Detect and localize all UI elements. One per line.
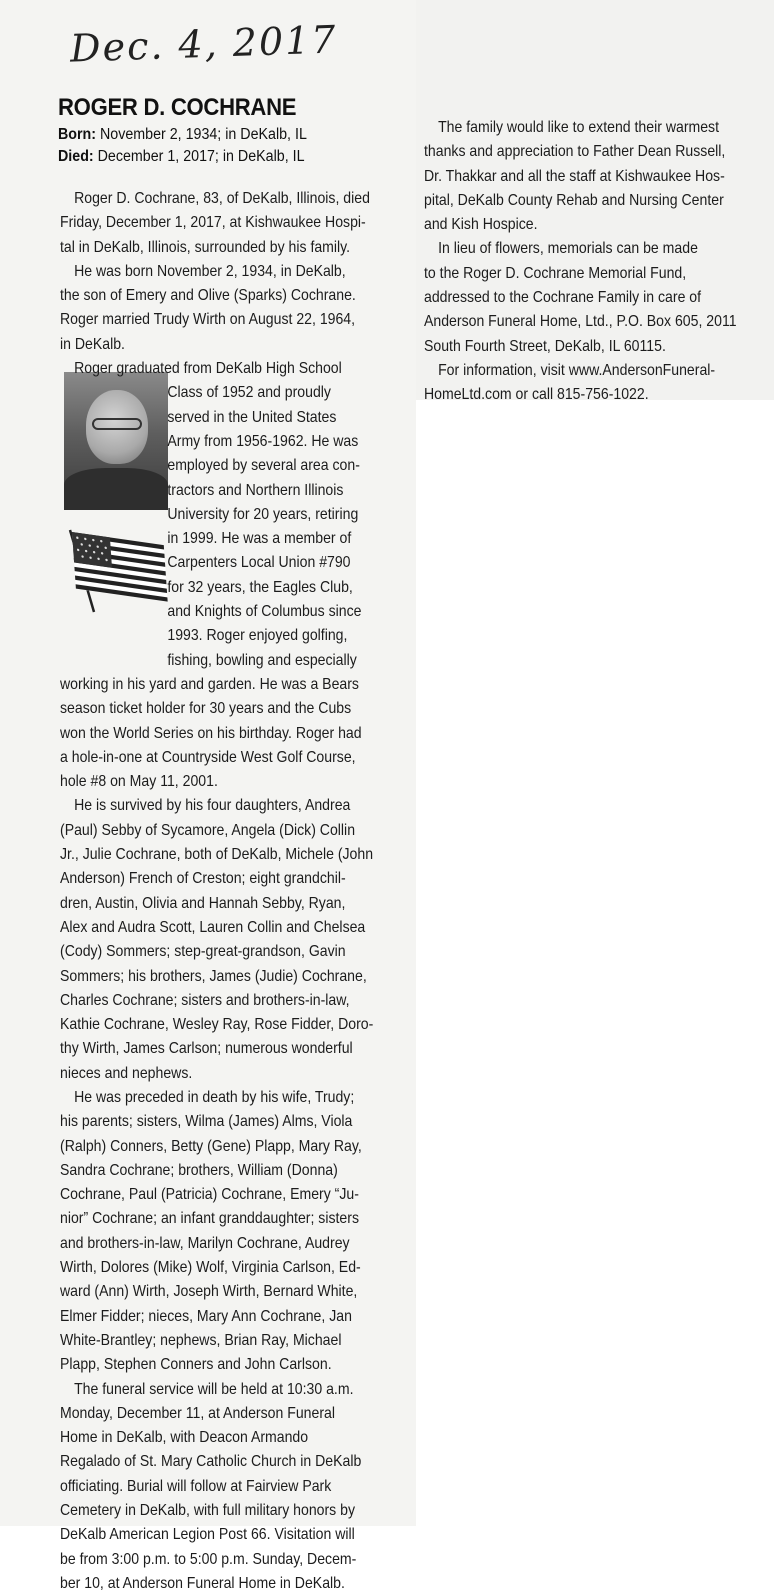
text-line: Dr. Thakkar and all the staff at Kishwaukee Hos- — [424, 167, 725, 185]
text-line: season ticket holder for 30 years and the Cubs — [60, 700, 352, 718]
text-line: be from 3:00 p.m. to 5:00 p.m. Sunday, Decem- — [60, 1550, 357, 1568]
text-line: and Knights of Columbus since — [167, 603, 362, 621]
text-line: Alex and Audra Scott, Lauren Collin and Chelsea — [60, 918, 366, 936]
text-line: served in the United States — [167, 408, 337, 426]
text-line: Roger married Trudy Wirth on August 22, 1964, — [60, 311, 356, 329]
died-label: Died: — [58, 148, 94, 165]
text-line: pital, DeKalb County Rehab and Nursing Center — [424, 191, 724, 209]
text-line: employed by several area con- — [167, 457, 360, 475]
died-line — [58, 148, 305, 166]
text-line: DeKalb American Legion Post 66. Visitation will — [60, 1526, 355, 1544]
text-line: and brothers-in-law, Marilyn Cochrane, Audrey — [60, 1234, 350, 1252]
text-line: the son of Emery and Olive (Sparks) Cochrane. — [60, 287, 356, 305]
text-line: Roger graduated from DeKalb High School — [74, 360, 342, 378]
text-line: Jr., Julie Cochrane, both of DeKalb, Michele (John — [60, 846, 374, 864]
text-line: (Ralph) Conners, Betty (Gene) Plapp, Mary Ray, — [60, 1137, 362, 1155]
text-line: University for 20 years, retiring — [167, 505, 359, 523]
text-line: He was born November 2, 1934, in DeKalb, — [74, 262, 346, 280]
text-line: tractors and Northern Illinois — [167, 481, 344, 499]
text-line: Wirth, Dolores (Mike) Wolf, Virginia Carlson, Ed- — [60, 1259, 361, 1277]
text-line: officiating. Burial will follow at Fairview Park — [60, 1477, 332, 1495]
text-line: Regalado of St. Mary Catholic Church in DeKalb — [60, 1453, 362, 1471]
obituary-column-left — [60, 187, 400, 1596]
text-line: in DeKalb. — [60, 335, 125, 353]
text-line: Monday, December 11, at Anderson Funeral — [60, 1404, 335, 1422]
text-line: and Kish Hospice. — [424, 216, 538, 234]
text-line: a hole-in-one at Countryside West Golf Course, — [60, 748, 356, 766]
text-line: The funeral service will be held at 10:30 a.m. — [74, 1380, 354, 1398]
text-line: to the Roger D. Cochrane Memorial Fund, — [424, 264, 687, 282]
text-line: Sandra Cochrane; brothers, William (Donna) — [60, 1161, 338, 1179]
born-label: Born: — [58, 126, 97, 143]
text-line: In lieu of flowers, memorials can be made — [438, 240, 698, 258]
text-line: ward (Ann) Wirth, Joseph Wirth, Bernard White, — [60, 1283, 358, 1301]
text-line: tal in DeKalb, Illinois, surrounded by his family. — [60, 238, 351, 256]
text-line: hole #8 on May 11, 2001. — [60, 773, 218, 791]
text-line: Cochrane, Paul (Patricia) Cochrane, Emery “Ju- — [60, 1186, 359, 1204]
text-line: working in his yard and garden. He was a Bears — [60, 675, 359, 693]
text-line: White-Brantley; nephews, Brian Ray, Michael — [60, 1331, 342, 1349]
born-line — [58, 126, 307, 144]
text-line: ber 10, at Anderson Funeral Home in DeKalb. — [60, 1574, 345, 1592]
text-line: HomeLtd.com or call 815-756-1022. — [424, 386, 649, 404]
text-line: Cemetery in DeKalb, with full military honors by — [60, 1502, 356, 1520]
text-line: for 32 years, the Eagles Club, — [167, 578, 353, 596]
obituary-name: ROGER D. COCHRANE — [58, 94, 297, 121]
text-line: addressed to the Cochrane Family in care of — [424, 289, 702, 307]
text-line: thanks and appreciation to Father Dean Russell, — [424, 143, 726, 161]
died-value: December 1, 2017; in DeKalb, IL — [97, 148, 305, 165]
text-line: He was preceded in death by his wife, Trudy; — [74, 1088, 355, 1106]
text-line: Army from 1956-1962. He was — [167, 432, 359, 450]
text-line: Class of 1952 and proudly — [167, 384, 331, 402]
text-line: 1993. Roger enjoyed golfing, — [167, 627, 348, 645]
text-line: Friday, December 1, 2017, at Kishwaukee Hospi- — [60, 214, 366, 232]
text-line: South Fourth Street, DeKalb, IL 60115. — [424, 337, 666, 355]
text-line: dren, Austin, Olivia and Hannah Sebby, Ryan, — [60, 894, 346, 912]
obituary-column-right — [424, 116, 769, 408]
text-line: Sommers; his brothers, James (Judie) Cochrane, — [60, 967, 367, 985]
text-line: For information, visit www.AndersonFuneral- — [438, 361, 716, 379]
text-line: Home in DeKalb, with Deacon Armando — [60, 1429, 309, 1447]
text-line: nieces and nephews. — [60, 1064, 193, 1082]
text-line: nior” Cochrane; an infant granddaughter; sisters — [60, 1210, 359, 1228]
text-line: won the World Series on his birthday. Roger had — [60, 724, 362, 742]
text-line: The family would like to extend their warmest — [438, 119, 720, 136]
text-line: Charles Cochrane; sisters and brothers-in-law, — [60, 991, 350, 1009]
text-line: fishing, bowling and especially — [167, 651, 357, 669]
text-line: Anderson) French of Creston; eight grandchil- — [60, 870, 346, 888]
handwritten-date: Dec. 4, 2017 — [69, 17, 339, 71]
text-line: Anderson Funeral Home, Ltd., P.O. Box 605, 2011 — [424, 313, 737, 331]
text-line: (Paul) Sebby of Sycamore, Angela (Dick) Collin — [60, 821, 356, 839]
text-line: in 1999. He was a member of — [167, 530, 352, 548]
text-line: Kathie Cochrane, Wesley Ray, Rose Fidder, Doro- — [60, 1016, 374, 1034]
text-line: his parents; sisters, Wilma (James) Alms, Viola — [60, 1113, 353, 1131]
text-line: Elmer Fidder; nieces, Mary Ann Cochrane, Jan — [60, 1307, 352, 1325]
born-value: November 2, 1934; in DeKalb, IL — [99, 126, 307, 143]
text-line: Carpenters Local Union #790 — [167, 554, 351, 572]
text-line: Plapp, Stephen Conners and John Carlson. — [60, 1356, 332, 1374]
text-line: (Cody) Sommers; step-great-grandson, Gavin — [60, 943, 346, 961]
text-line: thy Wirth, James Carlson; numerous wonderful — [60, 1040, 353, 1058]
text-line: Roger D. Cochrane, 83, of DeKalb, Illinois, died — [74, 190, 370, 207]
text-line: He is survived by his four daughters, Andrea — [74, 797, 351, 815]
